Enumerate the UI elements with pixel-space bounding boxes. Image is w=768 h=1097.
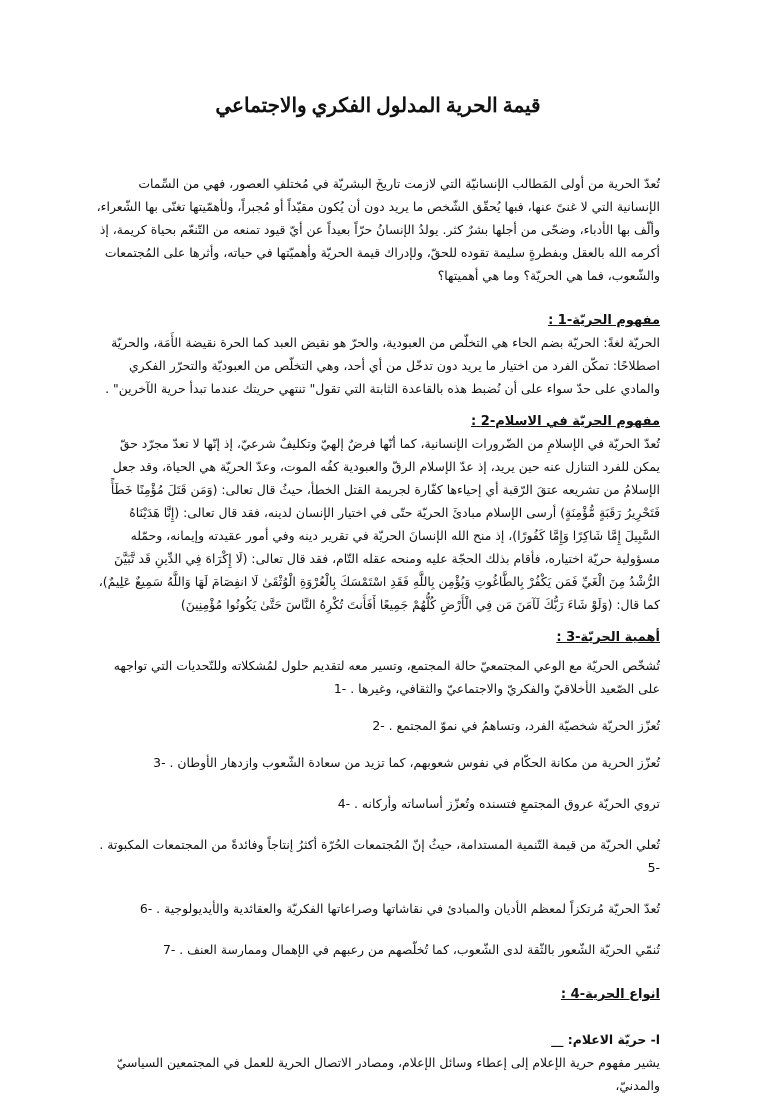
section-heading: مفهوم الحريّة في الاسلام-2 :	[471, 414, 660, 429]
section-heading: أهمية الحريّة-3 :	[556, 630, 660, 645]
list-item: تُنمّي الحريّة الشّعور بالثّقة لدى الشّعوب، كما تُخلّصهم من رعبهم في الإهمال وممارسة العنف . -7	[162, 942, 660, 957]
section-islam	[96, 412, 660, 616]
list-item: تُشخّص الحريّة مع الوعي المجتمعيّ حالة المجتمع، وتسير معه لتقديم حلول لمُشكلاته وللتّحديات التي تواجهه على الصّعيد الأخلاقيّ والفكريّ والاجتماعيّ والثقافي، وغيرها . -1	[113, 658, 660, 696]
section-types	[96, 985, 660, 1097]
list-item: تُعدّ الحريّة مُرتكزاً لمعظم الأديان والمبادئ في نقاشاتها وصراعاتها الفكريّة والعقائدية والأيديولوجية . -6	[139, 901, 660, 916]
section-importance	[96, 628, 660, 961]
list-item: تُعزّز الحريّة شخصيّة الفرد، وتساهمُ في نموّ المجتمع . -2	[372, 718, 660, 733]
subsection-heading: ا- حريّة الاعلام: __	[551, 1032, 660, 1047]
page-title: قيمة الحرية المدلول الفكري والاجتماعي	[215, 95, 541, 117]
list-item: تُعلي الحريّة من قيمة التّنمية المستدامة، حيثُ إنّ المُجتمعات الحُرّة أكثرُ إنتاجاً وفائدةً من المجتمعات المكبوتة . -5	[99, 837, 660, 875]
section-paragraph: يشير مفهوم حرية الإعلام إلى إعطاء وسائل الإعلام، ومصادر الاتصال الحرية للعمل في المجتمعين السياسيّ والمدنيّ،	[116, 1055, 660, 1093]
intro-paragraph: تُعدّ الحرية من أولى المَطالب الإنسانيّة التي لازمت تاريخَ البشريّة في مُختلفِ العصور، فهي من السِّمات الإنسانية التي لا غنىً عنها، فبها يُحقّق الشّخص ما يريد دون أن يُكون مقيّداً أو مُجبراً، ولأهمّيتها تغنّى بها الشّعراء، وألّف بها الأدباء، وضحّى من أجلها بشرٌ كثر. يولدُ الإنسانُ حرّاً بعيداً عن أيّ قيود تمنعه من التّنعّم بحياة كريمة، إذ أكرمه الله بالعقل وبفطرةٍ سليمة تقوده للحقّ، ولإدراك قيمة الحريّة وأهميّتها في حياته، وأثرها على المُجتمعات والشّعوب، فما هي الحريّة؟ وما هي أهميتها؟	[96, 176, 660, 283]
section-heading: انواع الحرية-4 :	[560, 987, 660, 1002]
list-item: تروي الحريّة عروق المجتمعِ فتسنده وتُعزّز أساساته وأركانه . -4	[337, 796, 660, 811]
section-paragraph: الحريّة لغةً: الحريّة بضم الحاء هي التخلّص من العبودية، والحرّ هو نقيض العبد كما الحرة نقيضة الأَمَة، والحريّة اصطلاحًا: تمكّن الفرد من اختيار ما يريد دون تدخّل من أي أحد، وهي التخلّص من العبوديّة والتحرّر الفكري والمادي على حدّ سواء على أن نُضبط هذه بالقاعدة الثابتة التي تقول" تنتهي حريتك عندما تبدأ حرية الآخرين" .	[105, 335, 660, 396]
section-paragraph: تُعدّ الحريّة في الإسلامِ من الضّرورات الإنسانية، كما أنّها فرضٌ إلهيّ وتكليفٌ شرعيّ، إذ إنّها لا تعدّ مجرّد حقّ يمكن للفرد التنازل عنه حين يريد، إذ عدّ الإسلام الرقّ والعبودية كفُه الموت، وعدّ الحريّة هي الحياة، وقد جعل الإسلامُ من تشريعه عتقَ الرّقبة أي إحياءها كفّارة لجريمة القتل الخطأ، حيثُ قال تعالى: (وَمَن قَتَلَ مُؤْمِنًا خَطَأً فَتَحْرِيرُ رَقَبَةٍ مُّؤْمِنَةٍ) أرسى الإسلام مبادئَ الحريّة حتّى في اختيار الإنسان لدينه، فقد قال تعالى: (إِنَّا هَدَيْنَاهُ السَّبِيلَ إِمَّا شَاكِرًا وَإِمَّا كَفُورًا)، إذ منح الله الإنسانَ الحريّة في تقرير دينه وفي أمور عقيدته وإيمانه، وحمّله مسؤولية حريّة اختياره، فأقام بذلك الحجّة عليه ومنحه عقله التّام، فقد قال تعالى: (لَا إِكْرَاهَ فِي الدِّينِ قَد تَّبَيَّنَ الرُّشْدُ مِنَ الْغَيِّ فَمَن يَكْفُرْ بِالطَّاغُوتِ وَيُؤْمِن بِاللَّهِ فَقَدِ اسْتَمْسَكَ بِالْعُرْوَةِ الْوُثْقَىٰ لَا انفِصَامَ لَهَا وَاللَّهُ سَمِيعٌ عَلِيمٌ)، كما قال: (وَلَوْ شَاءَ رَبُّكَ لَآمَنَ مَن فِي الْأَرْضِ كُلُّهُمْ جَمِيعًا أَفَأَنتَ تُكْرِهُ النَّاسَ حَتَّىٰ يَكُونُوا مُؤْمِنِينَ)	[98, 436, 660, 612]
section-definition	[96, 311, 660, 400]
section-heading: مفهوم الحريّة-1 :	[548, 313, 660, 328]
list-item: تُعزّز الحرية من مكانة الحكّام في نفوس شعوبهم، كما تزيد من سعادة الشّعوب وازدهار الأوطان . -3	[153, 755, 660, 770]
